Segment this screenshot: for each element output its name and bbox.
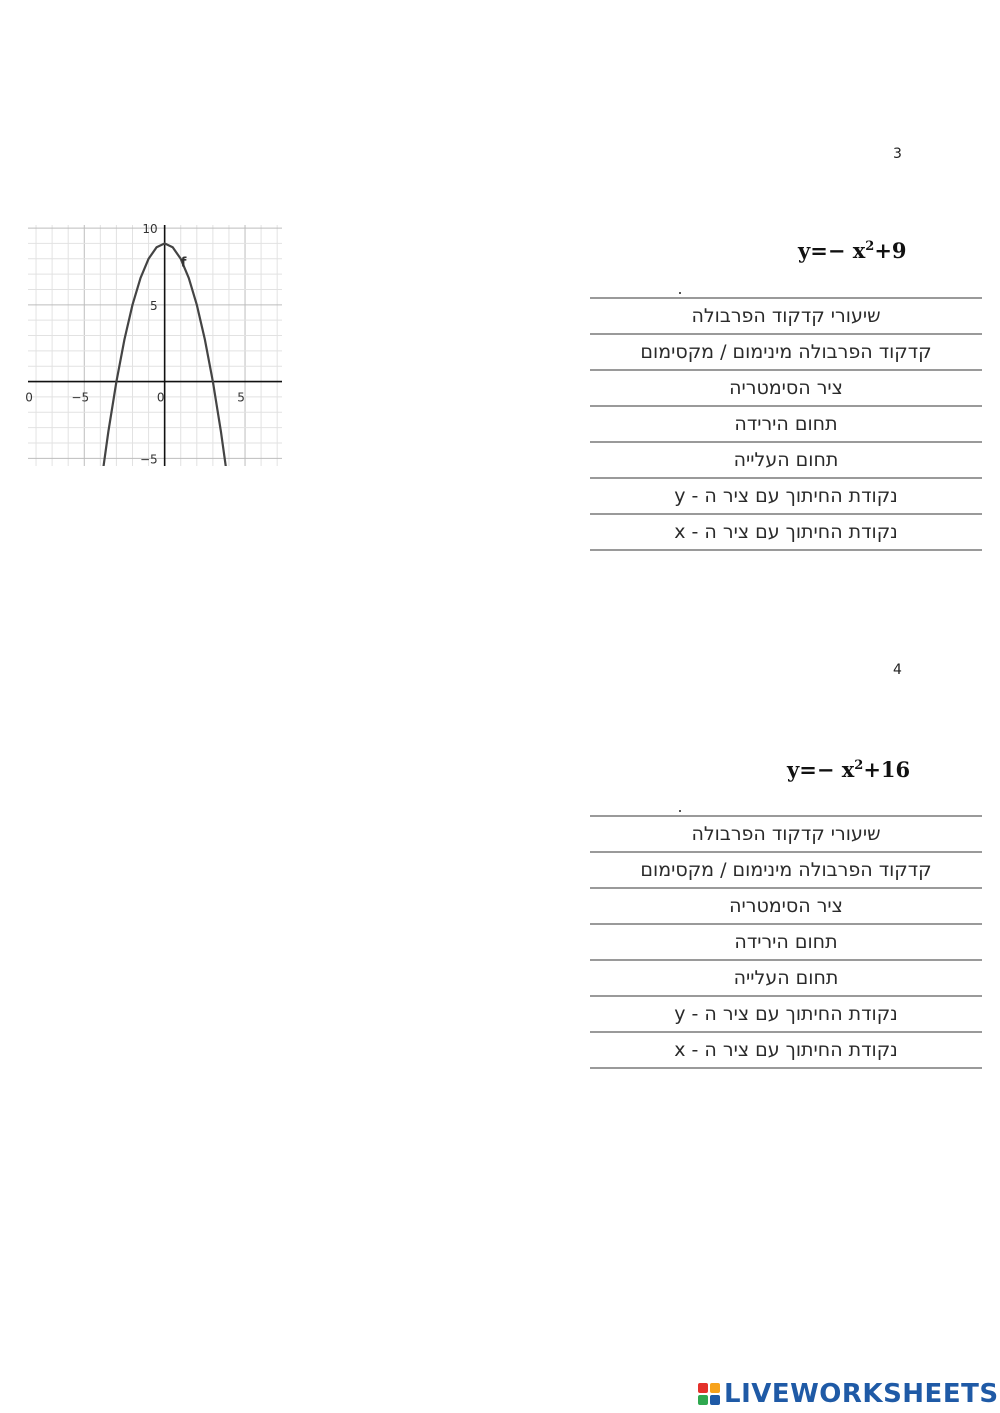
parabola-graph <box>25 222 282 467</box>
logo-square-red <box>698 1383 708 1393</box>
question-4-mark <box>679 810 681 812</box>
x-tick-label: 0 <box>156 390 165 405</box>
q4-row-x-intercept[interactable]: נקודת החיתוך עם ציר ה - x <box>590 1031 982 1069</box>
q4-row-symmetry-axis[interactable]: ציר הסימטריה <box>590 887 982 923</box>
liveworksheets-brand <box>698 1379 999 1409</box>
graph-canvas <box>25 222 282 467</box>
q4-row-y-intercept[interactable]: נקודת החיתוך עם ציר ה - y <box>590 995 982 1031</box>
y-tick-label: 10 <box>142 222 158 237</box>
question-3-mark <box>679 292 681 294</box>
q3-row-y-intercept[interactable]: נקודת החיתוך עם ציר ה - y <box>590 477 982 513</box>
y-tick-label: −5 <box>139 452 158 467</box>
x-tick-label: 5 <box>237 390 245 405</box>
logo-square-green <box>698 1395 708 1405</box>
question-4-formula: $y=- x^2+16$ <box>787 757 911 782</box>
q4-row-increasing-range[interactable]: תחום העלייה <box>590 959 982 995</box>
liveworksheets-logo-icon <box>698 1383 720 1405</box>
question-3-table <box>590 297 982 551</box>
question-4-number: 4 <box>893 662 902 678</box>
y-tick-label: 5 <box>150 298 158 313</box>
q4-row-decreasing-range[interactable]: תחום הירידה <box>590 923 982 959</box>
q3-row-decreasing-range[interactable]: תחום הירידה <box>590 405 982 441</box>
x-tick-label: 0 <box>25 390 33 405</box>
q3-row-symmetry-axis[interactable]: ציר הסימטריה <box>590 369 982 405</box>
q4-row-vertex-coordinates[interactable]: שיעורי קדקוד הפרבולה <box>590 815 982 851</box>
q3-row-vertex-min-max[interactable]: קדקוד הפרבולה מינימום / מקסימום <box>590 333 982 369</box>
question-3-number: 3 <box>893 146 902 162</box>
x-tick-label: −5 <box>71 390 90 405</box>
q4-row-vertex-min-max[interactable]: קדקוד הפרבולה מינימום / מקסימום <box>590 851 982 887</box>
question-4-table <box>590 815 982 1069</box>
curve-label-f: f <box>180 255 187 271</box>
logo-square-orange <box>710 1383 720 1393</box>
brand-name: LIVEWORKSHEETS <box>724 1379 999 1409</box>
q3-row-increasing-range[interactable]: תחום העלייה <box>590 441 982 477</box>
q3-row-vertex-coordinates[interactable]: שיעורי קדקוד הפרבולה <box>590 297 982 333</box>
question-3-formula: $y=- x^2+9$ <box>798 238 907 263</box>
logo-square-blue <box>710 1395 720 1405</box>
q3-row-x-intercept[interactable]: נקודת החיתוך עם ציר ה - x <box>590 513 982 551</box>
